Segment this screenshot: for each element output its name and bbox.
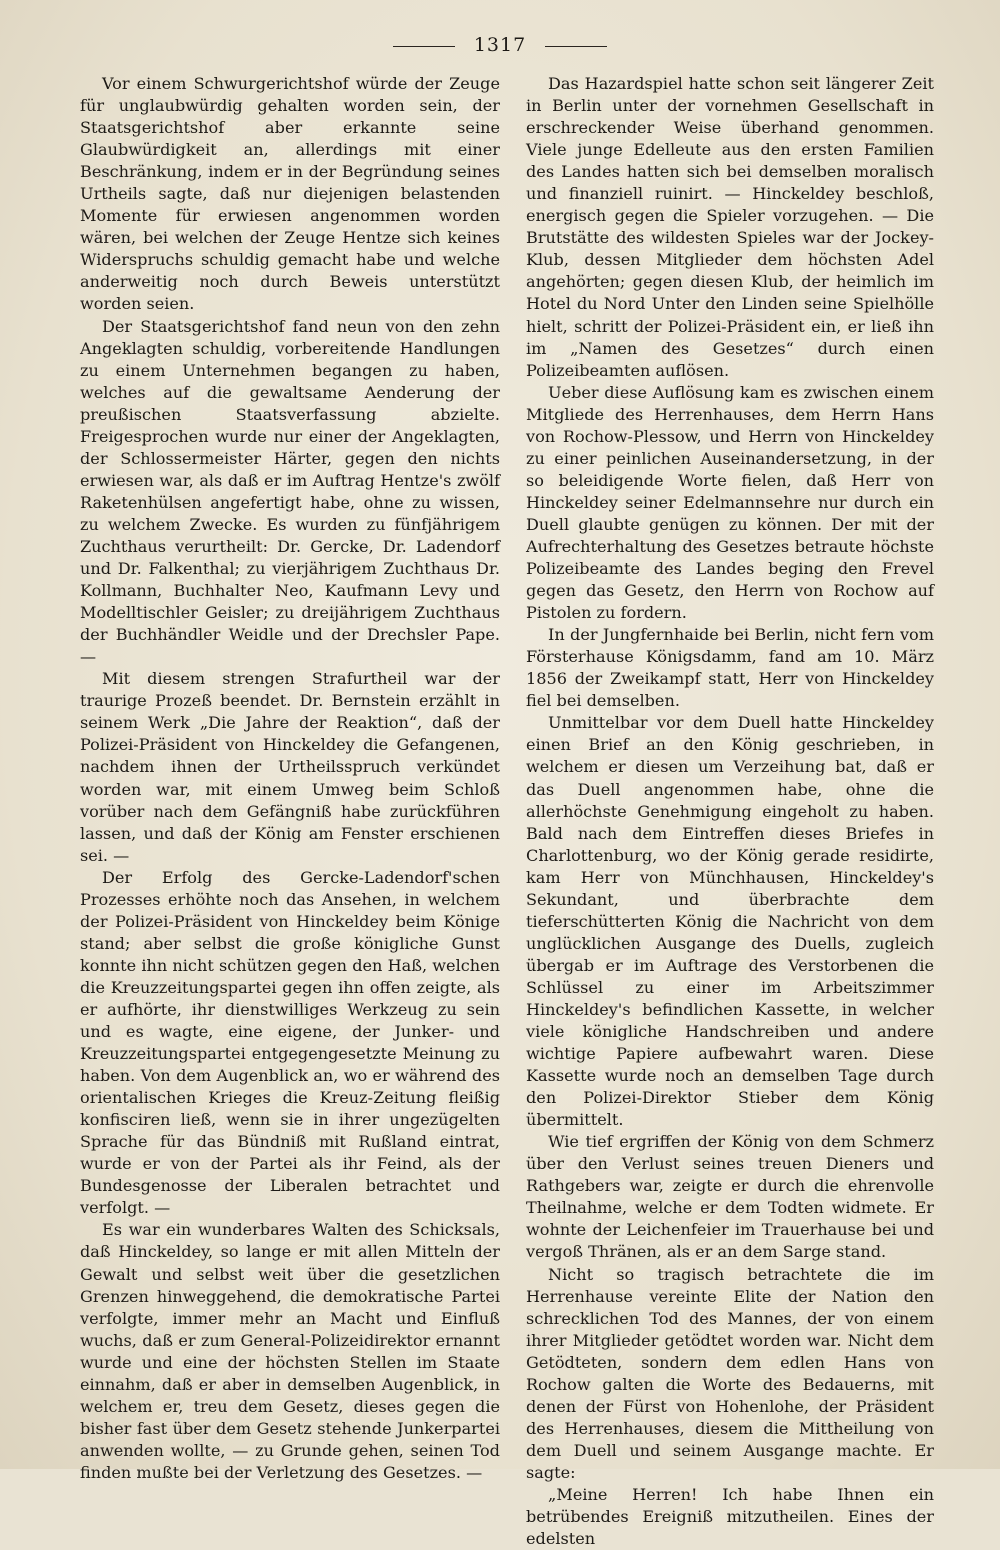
page-number: 1317 <box>473 34 527 56</box>
paragraph: „Meine Herren! Ich habe Ihnen ein betrübendes Ereigniß mitzutheilen. Eines der edelsten <box>526 1485 934 1549</box>
paragraph: Das Hazardspiel hatte schon seit längerer Zeit in Berlin unter der vornehmen Gesellschaft in erschreckender Weise überhand genommen. Viele junge Edelleute aus den ersten Familien des Landes hatten sich bei demselben moralisch und finanziell ruinirt. — Hinckeldey beschloß, energisch gegen die Spieler vorzugehen. — Die Brutstätte des wildesten Spieles war der Jockey-Klub, dessen Mitglieder dem höchsten Adel angehörten; gegen diesen Klub, der heimlich im Hotel du Nord Unter den Linden seine Spielhölle hielt, schritt der Polizei-Präsident ein, er ließ ihn im „Namen des Gesetzes“ durch einen Polizeibeamten auflösen. <box>526 74 934 380</box>
paragraph: Mit diesem strengen Strafurtheil war der traurige Prozeß beendet. Dr. Bernstein erzählt in seinem Werk „Die Jahre der Reaktion“, daß der Polizei-Präsident von Hinckeldey die Gefangenen, nachdem ihnen der Urtheilsspruch verkündet worden war, mit einem Umweg beim Schloß vorüber nach dem Gefängniß habe zurückführen lassen, und daß der König am Fenster erschienen sei. — <box>80 669 500 865</box>
header-rule-left <box>393 46 455 47</box>
paragraph: Wie tief ergriffen der König von dem Schmerz über den Verlust seines treuen Dieners und Rathgebers war, zeigte er durch die ehrenvolle Theilnahme, welche er dem Todten widmete. Er wohnte der Leichenfeier im Trauerhause bei und vergoß Thränen, als er an dem Sarge stand. <box>526 1132 934 1262</box>
paragraph: Es war ein wunderbares Walten des Schicksals, daß Hinckeldey, so lange er mit allen Mitteln der Gewalt und selbst weit über die gesetzlichen Grenzen hinweggehend, die demokratische Partei verfolgte, immer mehr an Macht und Einfluß wuchs, daß er zum General-Polizeidirektor ernannt wurde und eine der höchsten Stellen im Staate einnahm, daß er aber in demselben Augenblick, in welchem er, treu dem Gesetz, dieses gegen die bisher fast über dem Gesetz stehende Junkerpartei anwenden wollte, — zu Grunde gehen, seinen Tod finden mußte bei der Verletzung des Gesetzes. — <box>80 1220 500 1482</box>
page-header <box>0 34 1000 56</box>
paragraph: In der Jungfernhaide bei Berlin, nicht fern vom Försterhause Königsdamm, fand am 10. März 1856 der Zweikampf statt, Herr von Hinckeldey fiel bei demselben. <box>526 625 934 711</box>
paragraph: Der Erfolg des Gercke-Ladendorf'schen Prozesses erhöhte noch das Ansehen, in welchem der Polizei-Präsident von Hinckeldey beim Könige stand; aber selbst die große königliche Gunst konnte ihn nicht schützen gegen den Haß, welchen die Kreuzzeitungspartei gegen ihn offen zeigte, als er aufhörte, ihr dienstwilliges Werkzeug zu sein und es wagte, eine eigene, der Junker- und Kreuzzeitungspartei entgegengesetzte Meinung zu haben. Von dem Augenblick an, wo er während des orientalischen Krieges die Kreuz-Zeitung fleißig konfisciren ließ, wenn sie in ihrer ungezügelten Sprache für das Bündniß mit Rußland eintrat, wurde er von der Partei als ihr Feind, als der Bundesgenosse der Liberalen betrachtet und verfolgt. — <box>80 867 500 1218</box>
paragraph: Unmittelbar vor dem Duell hatte Hinckeldey einen Brief an den König geschrieben, in welchem er diesen um Verzeihung bat, daß er das Duell angenommen habe, ohne die allerhöchste Genehmigung eingeholt zu haben. Bald nach dem Eintreffen dieses Briefes in Charlottenburg, wo der König gerade residirte, kam Herr von Münchhausen, Hinckeldey's Sekundant, und überbrachte dem tieferschütterten König die Nachricht von dem unglücklichen Ausgange des Duells, zugleich übergab er im Auftrage des Verstorbenen die Schlüssel zu einer im Arbeitszimmer Hinckeldey's befindlichen Kassette, in welcher viele königliche Handschreiben und andere wichtige Papiere aufbewahrt waren. Diese Kassette wurde noch an demselben Tage durch den Polizei-Direktor Stieber dem König übermittelt. <box>526 713 934 1130</box>
paragraph: Der Staatsgerichtshof fand neun von den zehn Angeklagten schuldig, vorbereitende Handlungen zu einem Unternehmen begangen zu haben, welches auf die gewaltsame Aenderung der preußischen Staatsverfassung abzielte. Freigesprochen wurde nur einer der Angeklagten, der Schlossermeister Härter, gegen den nichts erwiesen war, als daß er im Auftrag Hentze's zwölf Raketenhülsen angefertigt habe, ohne zu wissen, zu welchem Zwecke. Es wurden zu fünfjährigem Zuchthaus verurtheilt: Dr. Gercke, Dr. Ladendorf und Dr. Falkenthal; zu vierjährigem Zuchthaus Dr. Kollmann, Buchhalter Neo, Kaufmann Levy und Modelltischler Geisler; zu dreijährigem Zuchthaus der Buchhändler Weidle und der Drechsler Pape. — <box>80 316 500 667</box>
right-column <box>526 73 934 1550</box>
paragraph: Vor einem Schwurgerichtshof würde der Zeuge für unglaubwürdig gehalten worden sein, der Staatsgerichtshof aber erkannte seine Glaubwürdigkeit an, allerdings mit einer Beschränkung, indem er in der Begründung seines Urtheils sagte, daß nur diejenigen belastenden Momente für erwiesen angenommen worden wären, bei welchen der Zeuge Hentze sich keines Widerspruchs schuldig gemacht habe und welche anderweitig noch durch Beweis unterstützt worden seien. <box>80 74 500 314</box>
paragraph: Ueber diese Auflösung kam es zwischen einem Mitgliede des Herrenhauses, dem Herrn Hans von Rochow-Plessow, und Herrn von Hinckeldey zu einer peinlichen Auseinandersetzung, in der so beleidigende Worte fielen, daß Herr von Hinckeldey seiner Edelmannsehre nur durch ein Duell glaubte genügen zu können. Der mit der Aufrechterhaltung des Gesetzes betraute höchste Polizeibeamte des Landes beging den Frevel gegen das Gesetz, den Herrn von Rochow auf Pistolen zu fordern. <box>526 382 934 623</box>
left-column <box>80 73 500 1484</box>
paragraph: Nicht so tragisch betrachtete die im Herrenhause vereinte Elite der Nation den schrecklichen Tod des Mannes, der von einem ihrer Mitglieder getödtet worden war. Nicht dem Getödteten, sondern dem edlen Hans von Rochow galten die Worte des Bedauerns, mit denen der Fürst von Hohenlohe, der Präsident des Herrenhauses, diesem die Mittheilung von dem Duell und seinem Ausgange machte. Er sagte: <box>526 1264 934 1482</box>
header-rule-right <box>545 46 607 47</box>
